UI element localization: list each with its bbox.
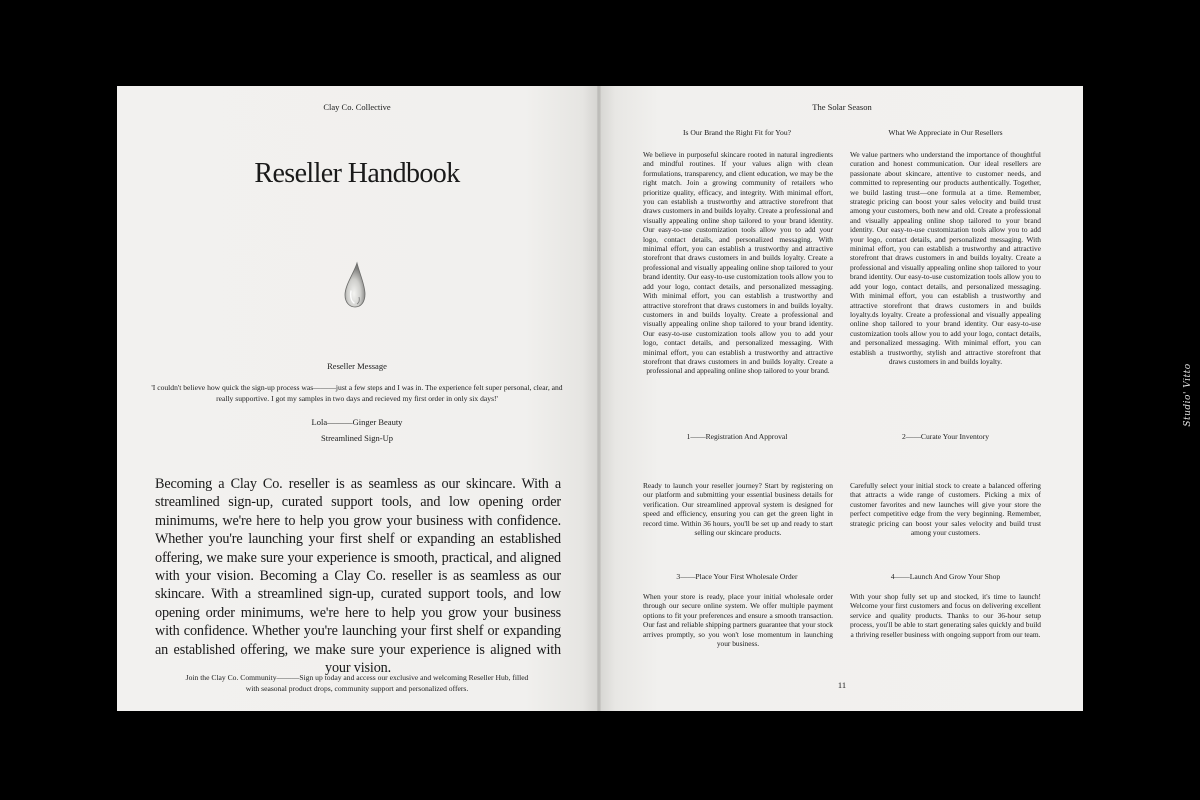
reseller-message-label: Reseller Message — [327, 361, 387, 371]
step-4-text: With your shop fully set up and stocked, it's time to launch! Welcome your first customers and focus on delivering excellent service and quality products. Thanks to our 36-hour setup process, you'll be able to start generating sales quickly and build a thriving reseller business with ongoing support from our team. — [850, 592, 1041, 639]
step-2-text: Carefully select your initial stock to create a balanced offering that attracts a wide range of customers. Picking a mix of customer favorites and new launches will give your store the perfect competitive edge from the very beginning. Remember, strategic pricing can boost your sales velocity and build trust among your customers. — [850, 481, 1041, 538]
signup-body: Becoming a Clay Co. reseller is as seamless as our skincare. With a streamlined sign-up, curated support tools, and low opening order minimums, we're here to help you grow your business with confidence. Whether you're launching your first shelf or expanding an established offering, we make sure your experience is smooth, practical, and aligned with your vision. Becoming a Clay Co. reseller is as seamless as our skincare. With a streamlined sign-up, curated support tools, and low opening order minimums, we're here to help you grow your business with confidence. Whether you're launching your first shelf or expanding an established offering, we make sure your experience is aligned with your vision. — [155, 476, 561, 677]
left-page — [117, 86, 597, 711]
step-3-text: When your store is ready, place your initial wholesale order through our secure online system. We offer multiple payment options to fit your preferences and ensure a smooth transaction. Our fast and reliable shipping partners guarantee that your stock arrives promptly, so you won't lose momentum in launching your business. — [643, 592, 833, 649]
signup-label: Streamlined Sign-Up — [320, 433, 393, 443]
reseller-quote: 'I couldn't believe how quick the sign-up process was———just a few steps and I was in. The experience felt super personal, clear, and really supportive. I got my samples in two days and recieved my first order in only six days!' — [151, 383, 563, 403]
step-4-heading: 4——Launch And Grow Your Shop — [890, 572, 1001, 581]
col2-heading: What We Appreciate in Our Resellers — [888, 128, 1003, 137]
right-page — [601, 86, 1083, 711]
step-3-heading: 3——Place Your First Wholesale Order — [676, 572, 798, 581]
col1-heading: Is Our Brand the Right Fit for You? — [683, 128, 791, 137]
water-droplet-image — [342, 261, 368, 309]
studio-signature: Studio' Vitto — [1183, 363, 1193, 427]
col2-text: We value partners who understand the importance of thoughtful curation and honest communication. Our ideal resellers are passionate about skincare, attentive to customer needs, and committed to representing our products authentically. Together, we build lasting trust—one formula at a time. Remember, strategic pricing can boost your sales velocity and build trust among your customers, both new and old. Create a professional and visually appealing online shop tailored to your brand identity. Our easy-to-use customization tools allow you to add your logo, contact details, and personalized messaging. With minimal effort, you can establish a trustworthy and attractive storefront that draws customers in and builds loyalty. Create a professional and visually appealing online shop tailored to your brand identity. Our easy-to-use customization tools allow you to add your logo, contact details, and personalized messaging. With minimal effort, you can establish a trustworthy and attractive storefront that draws customers in and builds loyalty.ds loyalty. Create a professional and visually appealing online shop tailored to your brand identity. Our easy-to-use customization tools allow you to add your logo, contact details, and personalized messaging. With minimal effort, you can establish a trustworthy, stylish and attractive storefront that draws customers in and builds loyalty. — [850, 150, 1041, 366]
page-number: 11 — [837, 680, 847, 690]
col1-text: We believe in purposeful skincare rooted in natural ingredients and mindful routines. If your values align with clean formulations, transparency, and client education, we may be the right match. Join a growing community of retailers who prioritize quality, efficacy, and integrity. With minimal effort, you can establish a trustworthy and attractive storefront that draws customers in and builds loyalty. Create a professional and visually appealing online shop tailored to your brand identity. Our easy-to-use customization tools allow you to add your logo, contact details, and personalized messaging. With minimal effort, you can establish a trustworthy and attractive storefront that draws customers in and builds loyalty. Create a professional and visually appealing online shop tailored to your brand identity. Our easy-to-use customization tools allow you to add your logo, contact details, and personalized messaging. With minimal effort, you can establish a trustworthy and attractive storefront that draws customers in and builds loyalty. customers in and builds loyalty. Create a professional and visually appealing online shop tailored to your brand identity. Our easy-to-use customization tools allow you to add your logo, contact details, and personalized messaging. With minimal effort, you can establish a trustworthy and attractive storefront that draws customers in and builds loyalty. Create a professional and appealing online shop tailored to your brand. — [643, 150, 833, 376]
step-2-heading: 2——Curate Your Inventory — [901, 432, 990, 441]
step-1-heading: 1——Registration And Approval — [686, 432, 788, 441]
community-footer: Join the Clay Co. Community———Sign up today and access our exclusive and welcoming Reseller Hub, filled with seasonal product drops, community support and personalized offers. — [185, 673, 529, 693]
page-title: Reseller Handbook — [254, 158, 460, 189]
step-1-text: Ready to launch your reseller journey? Start by registering on our platform and submitting your essential business details for verification. Our streamlined approval system is designed for speed and efficiency, ensuring you can get the green light in record time. Within 36 hours, you'll be set up and ready to start selling our skincare products. — [643, 481, 833, 538]
left-running-head: Clay Co. Collective — [323, 102, 391, 112]
quote-attribution: Lola———Ginger Beauty — [311, 417, 403, 427]
right-running-head: The Solar Season — [812, 102, 872, 112]
